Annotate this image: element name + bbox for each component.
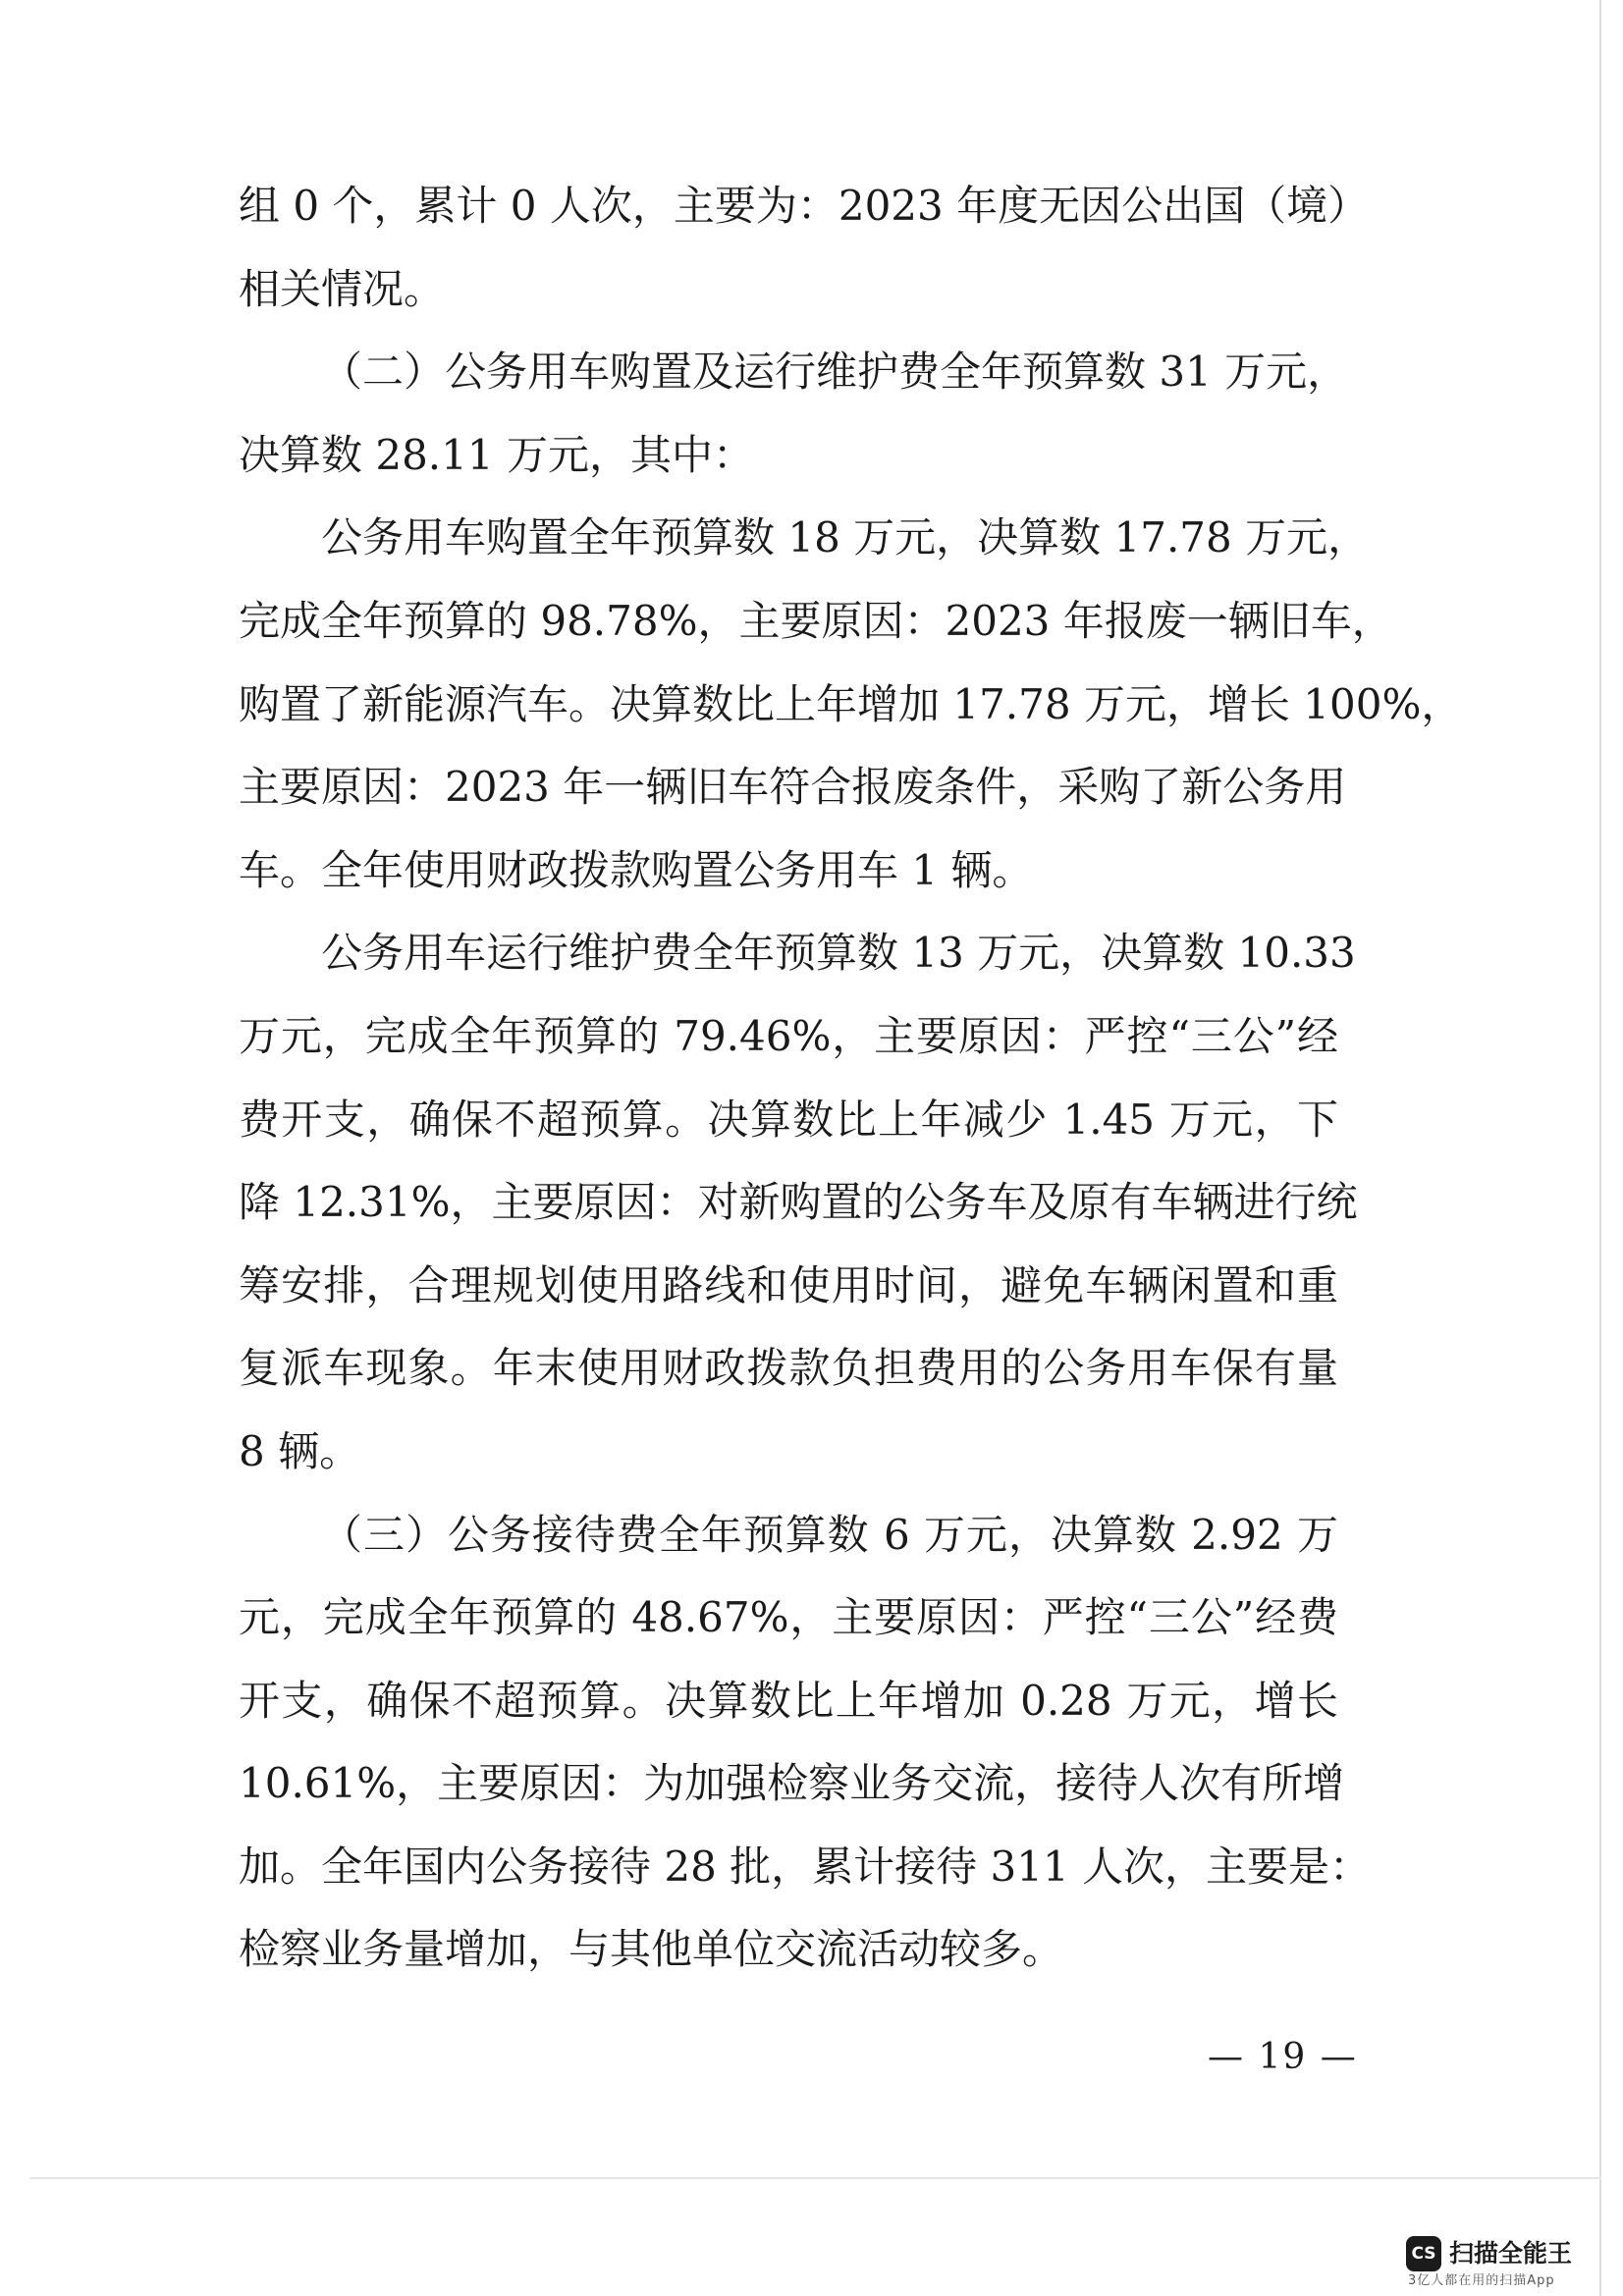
page-edge-right xyxy=(1599,0,1601,2296)
text-line: 10.61%，主要原因：为加强检察业务交流，接待人次有所增 xyxy=(239,1759,1345,1808)
text-line: 元，完成全年预算的 48.67%，主要原因：严控“三公”经费 xyxy=(239,1593,1338,1642)
watermark-app-name: 扫描全能王 xyxy=(1449,2239,1573,2268)
text-line: 8 辆。 xyxy=(239,1426,361,1475)
text-line: 降 12.31%，主要原因：对新购置的公务车及原有车辆进行统 xyxy=(239,1178,1358,1227)
text-line: 组 0 个，累计 0 人次，主要为：2023 年度无因公出国（境） xyxy=(239,182,1370,230)
text-line: 完成全年预算的 98.78%，主要原因：2023 年报废一辆旧车， xyxy=(239,596,1393,645)
page-edge-bottom xyxy=(29,2177,1601,2179)
text-line: 相关情况。 xyxy=(239,264,446,313)
text-line: 万元，完成全年预算的 79.46%，主要原因：严控“三公”经 xyxy=(239,1011,1338,1060)
text-line: 检察业务量增加，与其他单位交流活动较多。 xyxy=(239,1925,1064,1974)
text-line: （三）公务接待费全年预算数 6 万元，决算数 2.92 万 xyxy=(321,1510,1338,1559)
text-line: （二）公务用车购置及运行维护费全年预算数 31 万元， xyxy=(321,347,1349,397)
text-line: 主要原因：2023 年一辆旧车符合报废条件，采购了新公务用 xyxy=(239,763,1347,812)
text-line: 车。全年使用财政拨款购置公务用车 1 辆。 xyxy=(239,845,1034,894)
text-line: 公务用车运行维护费全年预算数 13 万元，决算数 10.33 xyxy=(321,929,1356,978)
text-line: 费开支，确保不超预算。决算数比上年减少 1.45 万元，下 xyxy=(239,1095,1338,1144)
text-line: 加。全年国内公务接待 28 批，累计接待 311 人次，主要是： xyxy=(239,1842,1372,1891)
text-line: 公务用车购置全年预算数 18 万元，决算数 17.78 万元， xyxy=(321,513,1370,562)
watermark-tagline: 3亿人都在用的扫描App xyxy=(1408,2273,1555,2288)
text-line: 复派车现象。年末使用财政拨款负担费用的公务用车保有量 xyxy=(239,1344,1338,1393)
scanner-watermark xyxy=(1406,2234,1602,2289)
text-line: 决算数 28.11 万元，其中： xyxy=(239,430,754,479)
camscanner-logo-icon: CS xyxy=(1406,2236,1441,2271)
text-line: 筹安排，合理规划使用路线和使用时间，避免车辆闲置和重 xyxy=(239,1260,1338,1309)
document-body xyxy=(239,165,1463,1992)
page-number: — 19 — xyxy=(1208,2037,1358,2077)
text-line: 购置了新能源汽车。决算数比上年增加 17.78 万元，增长 100%， xyxy=(239,679,1463,728)
text-line: 开支，确保不超预算。决算数比上年增加 0.28 万元，增长 xyxy=(239,1676,1338,1725)
